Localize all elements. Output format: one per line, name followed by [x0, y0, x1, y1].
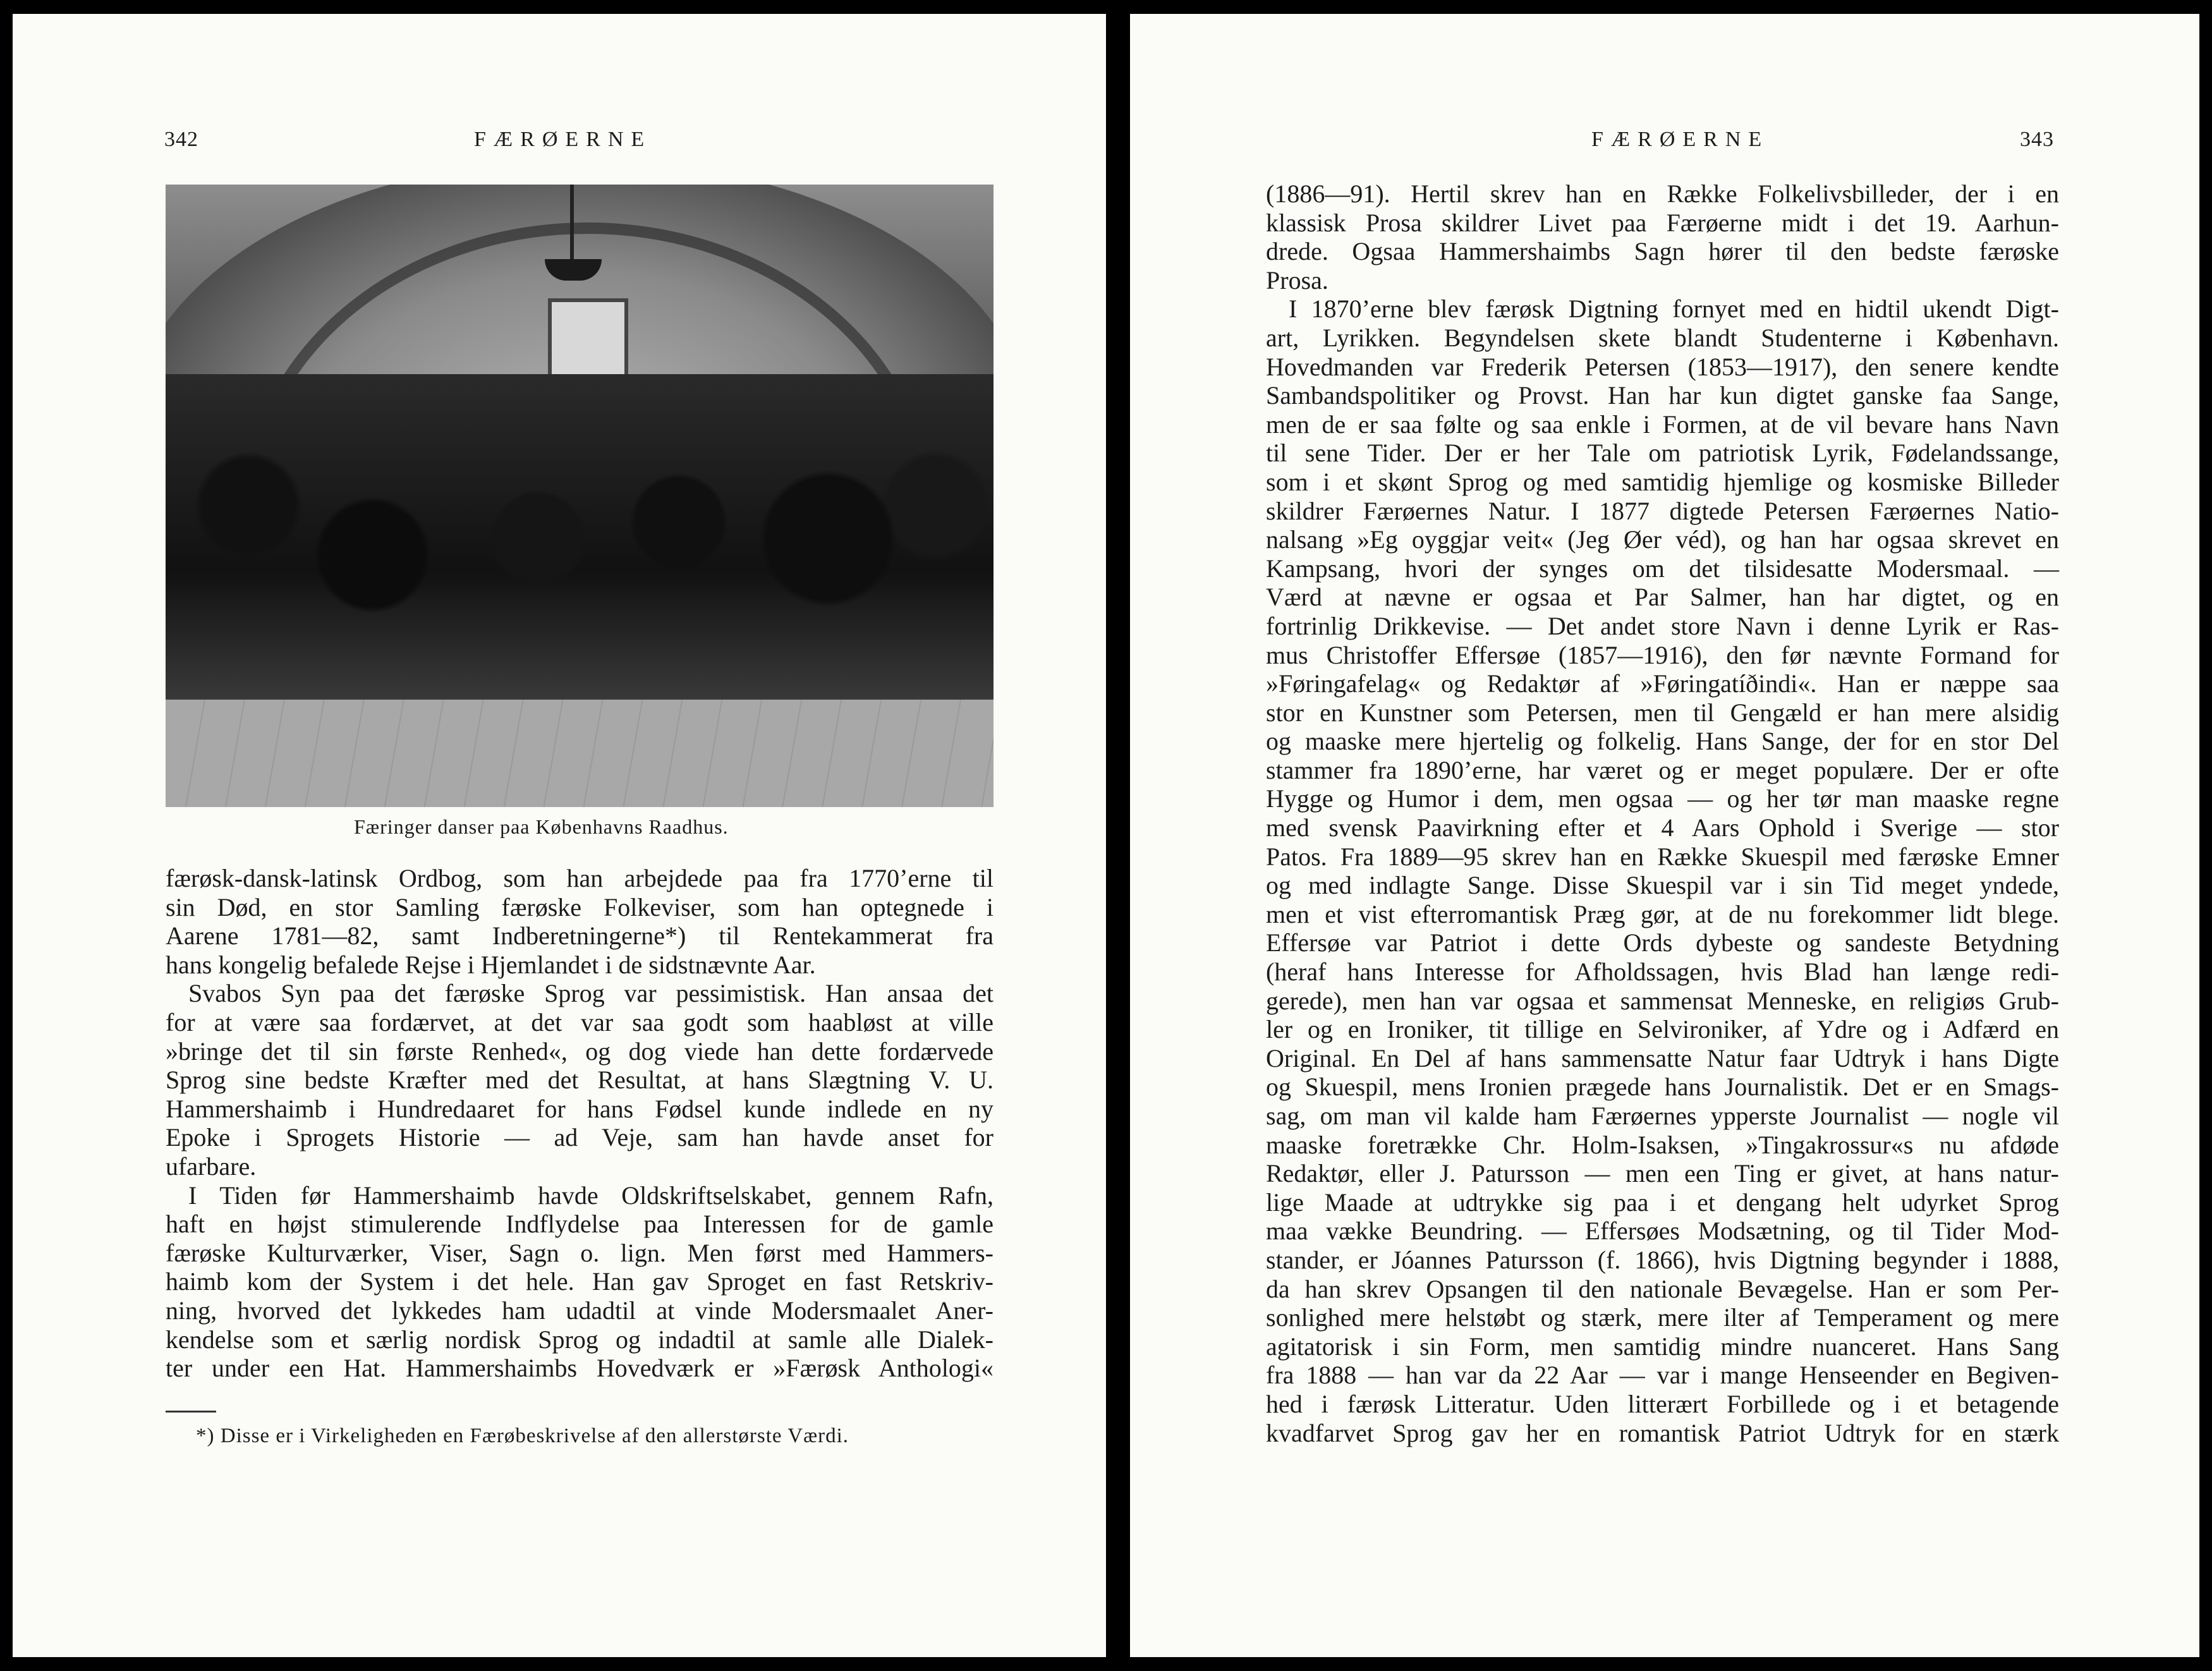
running-title: FÆRØERNE [474, 128, 652, 151]
text-line: maaske foretrække Chr. Holm-Isaksen, »Tingakrossur«s nu afdøde [1266, 1130, 2059, 1159]
text-line: I 1870’erne blev færøsk Digtning fornyet med en hidtil ukendt Digt- [1289, 295, 2059, 324]
text-line: Hygge og Humor i dem, men ogsaa — og her tør man maaske regne [1266, 784, 2059, 813]
text-line: Hovedmanden var Frederik Petersen (1853—1917), den senere kendte [1266, 352, 2059, 381]
body-text [1266, 179, 2059, 1447]
text-line: Kampsang, hvori der synges om det tilsidesatte Modersmaal. — [1266, 554, 2059, 583]
text-line: gerede), men han var ogsaa et sammensat Menneske, en religiøs Grub- [1266, 986, 2059, 1015]
text-line: Original. En Del af hans sammensatte Natur faar Udtryk i hans Digte [1266, 1043, 2059, 1072]
right-page [1130, 14, 2199, 1657]
text-line: fra 1888 — han var da 22 Aar — var i mange Henseender en Begiven- [1266, 1361, 2059, 1390]
text-line: fortrinlig Drikkevise. — Det andet store Navn i denne Lyrik er Ras- [1266, 611, 2059, 640]
text-line: art, Lyrikken. Begyndelsen skete blandt Studenterne i København. [1266, 323, 2059, 352]
text-line: stander, er Jóannes Patursson (f. 1866), hvis Digtning begynder i 1888, [1266, 1245, 2059, 1274]
text-line: og maaske mere hjertelig og folkelig. Hans Sange, der for en stor Del [1266, 727, 2059, 756]
text-line: da han skrev Opsangen til den nationale Bevægelse. Han er som Per- [1266, 1274, 2059, 1303]
text-line: men de er saa følte og saa enkle i Formen, at de vil bevare hans Navn [1266, 410, 2059, 439]
text-line: skildrer Færøernes Natur. I 1877 digtede Petersen Færøernes Natio- [1266, 496, 2059, 525]
text-line: sin Død, en stor Samling færøske Folkeviser, som han optegnede i [166, 892, 994, 921]
text-line: som i et skønt Sprog og med samtidig hjemlige og kosmiske Billeder [1266, 467, 2059, 496]
text-line: klassisk Prosa skildrer Livet paa Færøerne midt i det 19. Aarhun- [1266, 208, 2059, 237]
text-line: mus Christoffer Effersøe (1857—1916), den før nævnte Formand for [1266, 640, 2059, 669]
text-line: færøsk-dansk-latinsk Ordbog, som han arbejdede paa fra 1770’erne til [166, 864, 994, 892]
photo-floor [166, 700, 994, 807]
text-line: ning, hvorved det lykkedes ham udadtil at vinde Modersmaalet Aner- [166, 1296, 994, 1325]
text-line: (1886—91). Hertil skrev han en Række Folkelivsbilleder, der i en [1266, 179, 2059, 208]
photo-crowd [166, 374, 994, 703]
text-line: »bringe det til sin første Renhed«, og dog viede han dette fordærvede [166, 1036, 994, 1066]
text-line: kvadfarvet Sprog gav her en romantisk Patriot Udtryk for en stærk [1266, 1418, 2059, 1447]
text-line: til sene Tider. Der er her Tale om patriotisk Lyrik, Fødelandssange, [1266, 439, 2059, 468]
text-line: for at være saa fordærvet, at det var saa godt som haabløst at ville [166, 1007, 994, 1036]
text-line: Patos. Fra 1889—95 skrev han en Række Skuespil med færøske Emner [1266, 842, 2059, 871]
text-line: hans kongelig befalede Rejse i Hjemlandet i de sidstnævnte Aar. [166, 950, 816, 979]
text-line: lige Maade at udtrykke sig paa i et dengang helt udyrket Sprog [1266, 1188, 2059, 1217]
text-line: Redaktør, eller J. Patursson — men een Ting er givet, at hans natur- [1266, 1159, 2059, 1188]
text-line: færøske Kulturværker, Viser, Sagn o. lign. Men først med Hammers- [166, 1238, 994, 1267]
footnote-rule [166, 1411, 216, 1413]
page-number: 343 [2020, 128, 2054, 151]
text-line: Værd at nævne er ogsaa et Par Salmer, han har digtet, og en [1266, 583, 2059, 612]
text-line: Prosa. [1266, 265, 1328, 295]
photo-dancers [166, 185, 994, 807]
text-line: Sambandspolitiker og Provst. Han har kun digtet ganske faa Sange, [1266, 381, 2059, 410]
text-line: Hammershaimb i Hundredaaret for hans Fødsel kunde indlede en ny [166, 1094, 994, 1123]
text-line: I Tiden før Hammershaimb havde Oldskriftselskabet, gennem Rafn, [188, 1181, 994, 1210]
text-line: men et vist efterromantisk Præg gør, at de nu forekommer lidt blege. [1266, 899, 2059, 928]
text-line: stammer fra 1890’erne, har været og er meget populære. Der er ofte [1266, 755, 2059, 784]
text-line: sag, om man vil kalde ham Færøernes ypperste Journalist — nogle vil [1266, 1102, 2059, 1130]
text-line: og med indlagte Sange. Disse Skuespil var i sin Tid meget yndede, [1266, 871, 2059, 900]
text-line: »Føringafelag« og Redaktør af »Føringatíðindi«. Han er næppe saa [1266, 669, 2059, 698]
running-title: FÆRØERNE [1591, 128, 1770, 151]
page-number: 342 [164, 128, 198, 151]
text-line: kendelse som et særlig nordisk Sprog og indadtil at samle alle Dialek- [166, 1325, 994, 1354]
text-line: stor en Kunstner som Petersen, men til Gengæld er han mere alsidig [1266, 698, 2059, 727]
text-line: med svensk Paavirkning efter et 4 Aars Ophold i Sverige — stor [1266, 813, 2059, 842]
body-text [166, 864, 994, 1383]
text-line: Aarene 1781—82, samt Indberetningerne*) til Rentekammerat fra [166, 921, 994, 951]
text-line: og Skuespil, mens Ironien prægede hans Journalistik. Det er en Smags- [1266, 1072, 2059, 1102]
text-line: Effersøe var Patriot i dette Ords dybeste og sandeste Betydning [1266, 928, 2059, 957]
left-page [13, 14, 1106, 1657]
text-line: nalsang »Eg oyggjar veit« (Jeg Øer véd), og han har ogsaa skrevet en [1266, 525, 2059, 554]
text-line: Svabos Syn paa det færøske Sprog var pessimistisk. Han ansaa det [188, 979, 994, 1008]
text-line: hed i færøsk Litteratur. Uden litterært Forbillede og i et betagende [1266, 1389, 2059, 1418]
text-line: maa vække Beundring. — Effersøes Modsætning, og til Tider Mod- [1266, 1217, 2059, 1246]
text-line: drede. Ogsaa Hammershaimbs Sagn hører til den bedste færøske [1266, 237, 2059, 266]
text-line: Epoke i Sprogets Historie — ad Veje, sam han havde anset for [166, 1123, 994, 1152]
photo-caption: Færinger danser paa Københavns Raadhus. [354, 815, 729, 838]
text-line: ter under een Hat. Hammershaimbs Hovedværk er »Færøsk Anthologi« [166, 1354, 994, 1383]
footnote: *) Disse er i Virkeligheden en Færøbeskrivelse af den allerstørste Værdi. [196, 1425, 849, 1447]
text-line: sonlighed mere helstøbt og stærk, mere ilter af Temperament og mere [1266, 1303, 2059, 1332]
text-line: Sprog sine bedste Kræfter med det Resultat, at hans Slægtning V. U. [166, 1066, 994, 1095]
text-line: ler og en Ironiker, tit tillige en Selvironiker, af Ydre og i Adfærd en [1266, 1015, 2059, 1044]
text-line: ufarbare. [166, 1151, 257, 1181]
text-line: agitatorisk i sin Form, men samtidig mindre nuanceret. Hans Sang [1266, 1332, 2059, 1361]
text-line: haimb kom der System i det hele. Han gav Sproget en fast Retskriv- [166, 1267, 994, 1296]
text-line: haft en højst stimulerende Indflydelse paa Interessen for de gamle [166, 1210, 994, 1239]
text-line: (heraf hans Interesse for Afholdssagen, hvis Blad han længe redi- [1266, 957, 2059, 987]
photo-lamp [570, 185, 574, 260]
